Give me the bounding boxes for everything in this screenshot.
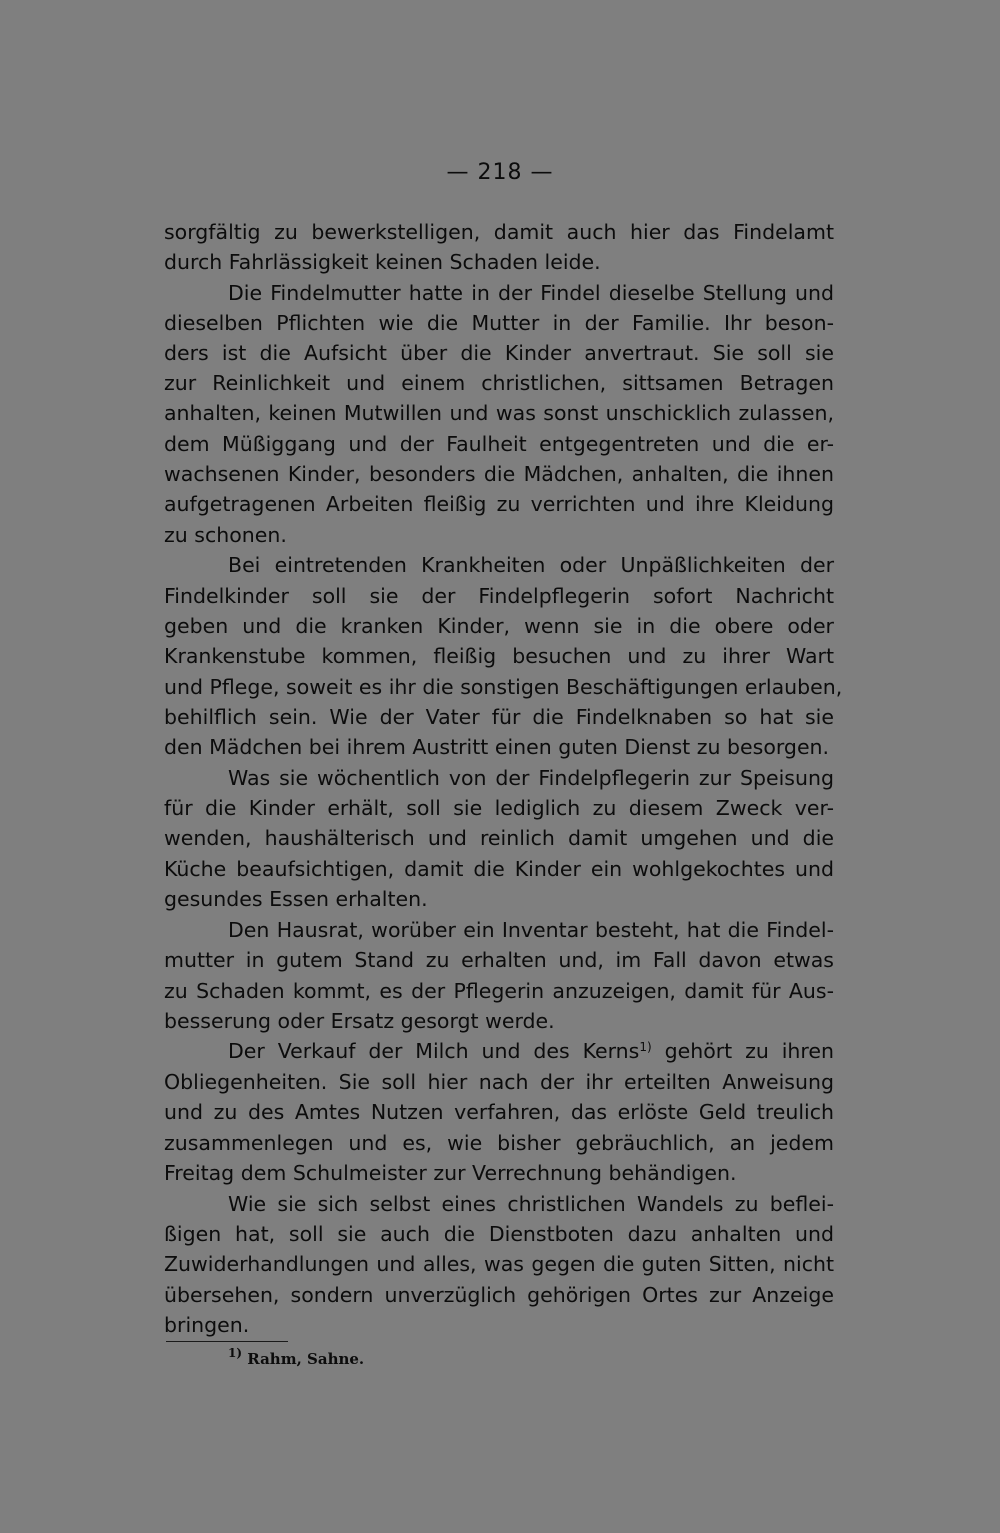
text-line-part: gehört zu ihren [664, 1039, 834, 1063]
text-line: mutter in gutem Stand zu erhalten und, im Fall davon etwas [164, 948, 834, 972]
text-line: dieselben Pflichten wie die Mutter in der Familie. Ihr beson- [164, 311, 834, 335]
text-line: Küche beaufsichtigen, damit die Kinder ein wohlgekochtes und [164, 857, 834, 881]
text-line: geben und die kranken Kinder, wenn sie in die obere oder [164, 614, 834, 638]
footnote-marker: 1) [228, 1345, 243, 1360]
text-line: durch Fahrlässigkeit keinen Schaden leide. [164, 250, 601, 274]
text-line: Obliegenheiten. Sie soll hier nach der ihr erteilten Anweisung [164, 1070, 834, 1094]
page-number: — 218 — [446, 160, 554, 185]
text-line [228, 1036, 834, 1066]
text-line: wachsenen Kinder, besonders die Mädchen, anhalten, die ihnen [164, 462, 834, 486]
text-line: und Pflege, soweit es ihr die sonstigen Beschäftigungen erlauben, [164, 675, 843, 699]
text-line: ders ist die Aufsicht über die Kinder anvertraut. Sie soll sie [164, 341, 834, 365]
text-line: Die Findelmutter hatte in der Findel dieselbe Stellung und [228, 281, 834, 305]
text-line: Zuwiderhandlungen und alles, was gegen die guten Sitten, nicht [164, 1252, 834, 1276]
text-line: Freitag dem Schulmeister zur Verrechnung behändigen. [164, 1161, 737, 1185]
text-line-part: Der Verkauf der Milch und des Kerns [228, 1039, 640, 1063]
text-line: übersehen, sondern unverzüglich gehörigen Ortes zur Anzeige [164, 1283, 834, 1307]
text-line: den Mädchen bei ihrem Austritt einen guten Dienst zu besorgen. [164, 735, 830, 759]
footnote-divider [166, 1341, 288, 1342]
text-line: und zu des Amtes Nutzen verfahren, das erlöste Geld treulich [164, 1100, 834, 1124]
text-line: gesundes Essen erhalten. [164, 887, 428, 911]
text-line: Bei eintretenden Krankheiten oder Unpäßlichkeiten der [228, 553, 834, 577]
text-line: Findelkinder soll sie der Findelpflegerin sofort Nachricht [164, 584, 834, 608]
text-line: zu schonen. [164, 523, 287, 547]
text-line: für die Kinder erhält, soll sie lediglich zu diesem Zweck ver- [164, 796, 834, 820]
text-line: zur Reinlichkeit und einem christlichen, sittsamen Betragen [164, 371, 834, 395]
footnote-reference: 1) [639, 1039, 652, 1054]
footnote [228, 1347, 364, 1371]
text-line: ßigen hat, soll sie auch die Dienstboten dazu anhalten und [164, 1222, 834, 1246]
text-line: behilflich sein. Wie der Vater für die Findelknaben so hat sie [164, 705, 834, 729]
text-line: aufgetragenen Arbeiten fleißig zu verrichten und ihre Kleidung [164, 492, 834, 516]
text-line: dem Müßiggang und der Faulheit entgegentreten und die er- [164, 432, 834, 456]
footnote-text: Rahm, Sahne. [247, 1350, 365, 1368]
text-line: anhalten, keinen Mutwillen und was sonst unschicklich zulassen, [164, 401, 834, 425]
text-line: Den Hausrat, worüber ein Inventar besteht, hat die Findel- [228, 918, 834, 942]
text-line: Krankenstube kommen, fleißig besuchen und zu ihrer Wart [164, 644, 834, 668]
text-line: sorgfältig zu bewerkstelligen, damit auch hier das Findelamt [164, 220, 834, 244]
text-line: Was sie wöchentlich von der Findelpflegerin zur Speisung [228, 766, 834, 790]
text-line: zusammenlegen und es, wie bisher gebräuchlich, an jedem [164, 1131, 834, 1155]
text-line: Wie sie sich selbst eines christlichen Wandels zu beflei- [228, 1192, 834, 1216]
text-line: bringen. [164, 1313, 250, 1337]
text-line: zu Schaden kommt, es der Pflegerin anzuzeigen, damit für Aus- [164, 979, 834, 1003]
text-line: wenden, haushälterisch und reinlich damit umgehen und die [164, 826, 834, 850]
text-line: besserung oder Ersatz gesorgt werde. [164, 1009, 555, 1033]
